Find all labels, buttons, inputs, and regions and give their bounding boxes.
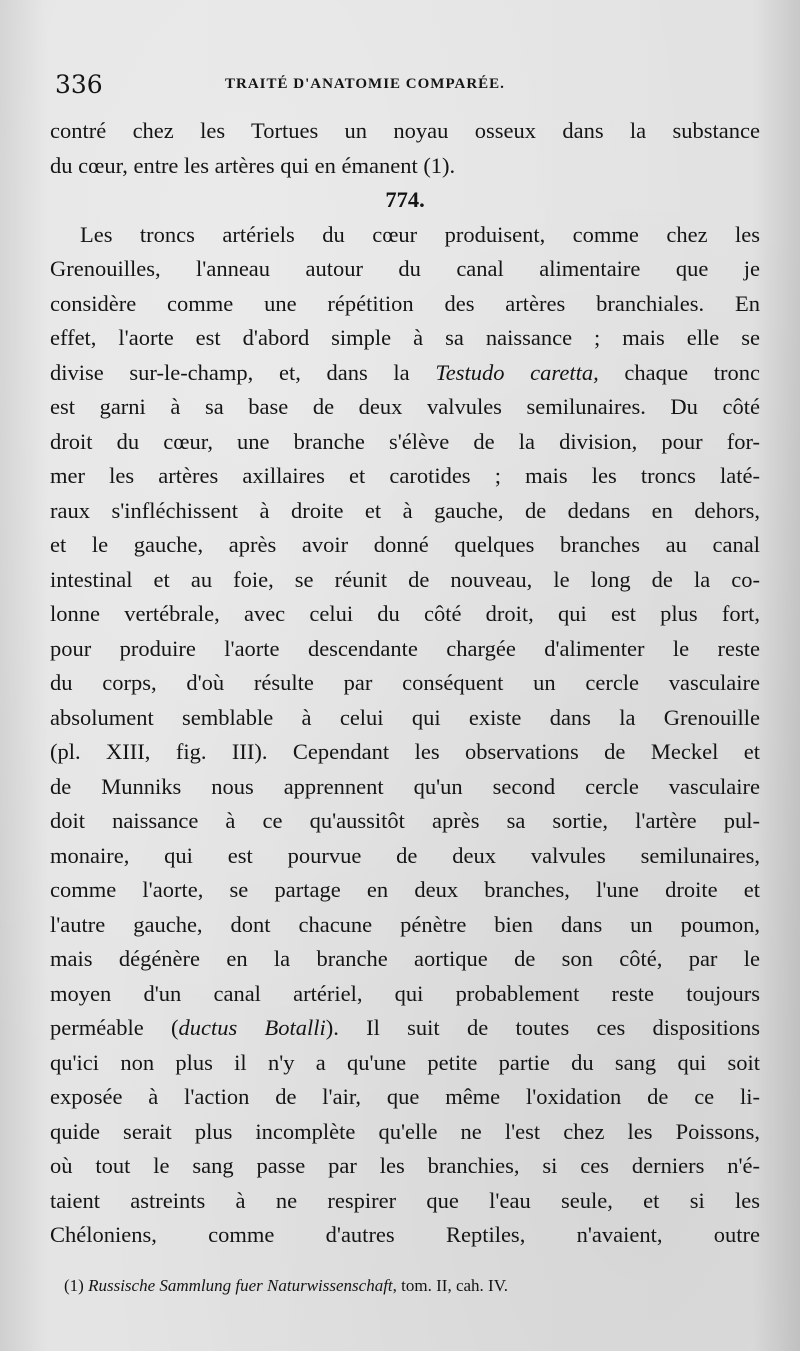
page-number: 336 bbox=[55, 70, 103, 99]
text-line bbox=[50, 356, 760, 391]
footnote-marker: (1) bbox=[64, 1276, 89, 1295]
text-line: considère comme une répétition des artères branchiales. En bbox=[50, 290, 760, 316]
footnote bbox=[64, 1276, 508, 1296]
text-line: absolument semblable à celui qui existe dans la Grenouille bbox=[50, 704, 760, 730]
text-line: moyen d'un canal artériel, qui probablement reste toujours bbox=[50, 980, 760, 1006]
text-run: perméable ( bbox=[50, 1015, 179, 1040]
text-run: ). Il suit de toutes ces dispositions bbox=[325, 1015, 760, 1040]
footnote-title: Russische Sammlung fuer Naturwissenschaft bbox=[88, 1276, 393, 1295]
text-line: est garni à sa base de deux valvules semilunaires. Du côté bbox=[50, 394, 760, 419]
text-line: intestinal et au foie, se réunit de nouveau, le long de la co- bbox=[50, 566, 760, 592]
text-line: mais dégénère en la branche aortique de son côté, par le bbox=[50, 946, 760, 971]
text-line: pour produire l'aorte descendante chargée d'alimenter le reste bbox=[50, 635, 760, 661]
text-line: (pl. XIII, fig. III). Cependant les observations de Meckel et bbox=[50, 739, 760, 764]
body-text bbox=[50, 114, 760, 1253]
text-line bbox=[50, 1011, 760, 1046]
text-run: chaque tronc bbox=[598, 359, 760, 385]
section-number: 774. bbox=[385, 187, 425, 212]
text-line: exposée à l'action de l'air, que même l'oxidation de ce li- bbox=[50, 1084, 760, 1109]
text-line: monaire, qui est pourvue de deux valvules semilunaires, bbox=[50, 842, 760, 868]
text-line: Les troncs artériels du cœur produisent, comme chez les bbox=[80, 221, 760, 247]
running-title: TRAITÉ D'ANATOMIE COMPARÉE. bbox=[225, 76, 505, 92]
footnote-rest: , tom. II, cah. IV. bbox=[392, 1276, 509, 1295]
text-line: du cœur, entre les artères qui en émanent (1). bbox=[50, 152, 456, 178]
text-line: taient astreints à ne respirer que l'eau seule, et si les bbox=[50, 1187, 760, 1213]
text-line: et le gauche, après avoir donné quelques branches au canal bbox=[50, 532, 760, 557]
text-line: l'autre gauche, dont chacune pénètre bien dans un poumon, bbox=[50, 911, 760, 937]
text-line: Chéloniens, comme d'autres Reptiles, n'avaient, outre bbox=[50, 1222, 760, 1247]
text-run: divise sur-le-champ, et, dans la bbox=[50, 359, 436, 385]
text-line: lonne vertébrale, avec celui du côté droit, qui est plus fort, bbox=[50, 601, 760, 626]
text-line: du corps, d'où résulte par conséquent un cercle vasculaire bbox=[50, 670, 760, 695]
text-line: quide serait plus incomplète qu'elle ne l'est chez les Poissons, bbox=[50, 1118, 760, 1144]
text-line: qu'ici non plus il n'y a qu'une petite partie du sang qui soit bbox=[50, 1049, 760, 1075]
text-line: contré chez les Tortues un noyau osseux dans la substance bbox=[50, 118, 760, 143]
text-line: où tout le sang passe par les branchies, si ces derniers n'é- bbox=[50, 1153, 760, 1178]
page-header bbox=[55, 70, 745, 110]
text-line: de Munniks nous apprennent qu'un second cercle vasculaire bbox=[50, 773, 760, 799]
latin-term: ductus Botalli bbox=[178, 1015, 326, 1040]
text-line: effet, l'aorte est d'abord simple à sa naissance ; mais elle se bbox=[50, 325, 760, 350]
text-line: Grenouilles, l'anneau autour du canal alimentaire que je bbox=[50, 256, 760, 281]
species-name: Testudo caretta, bbox=[435, 359, 599, 385]
text-line: doit naissance à ce qu'aussitôt après sa sortie, l'artère pul- bbox=[50, 808, 760, 833]
text-line: mer les artères axillaires et carotides ; mais les troncs laté- bbox=[50, 463, 760, 488]
text-line: comme l'aorte, se partage en deux branches, l'une droite et bbox=[50, 877, 760, 902]
text-line: raux s'infléchissent à droite et à gauche, de dedans en dehors, bbox=[50, 497, 760, 523]
text-line: droit du cœur, une branche s'élève de la division, pour for- bbox=[50, 428, 760, 454]
